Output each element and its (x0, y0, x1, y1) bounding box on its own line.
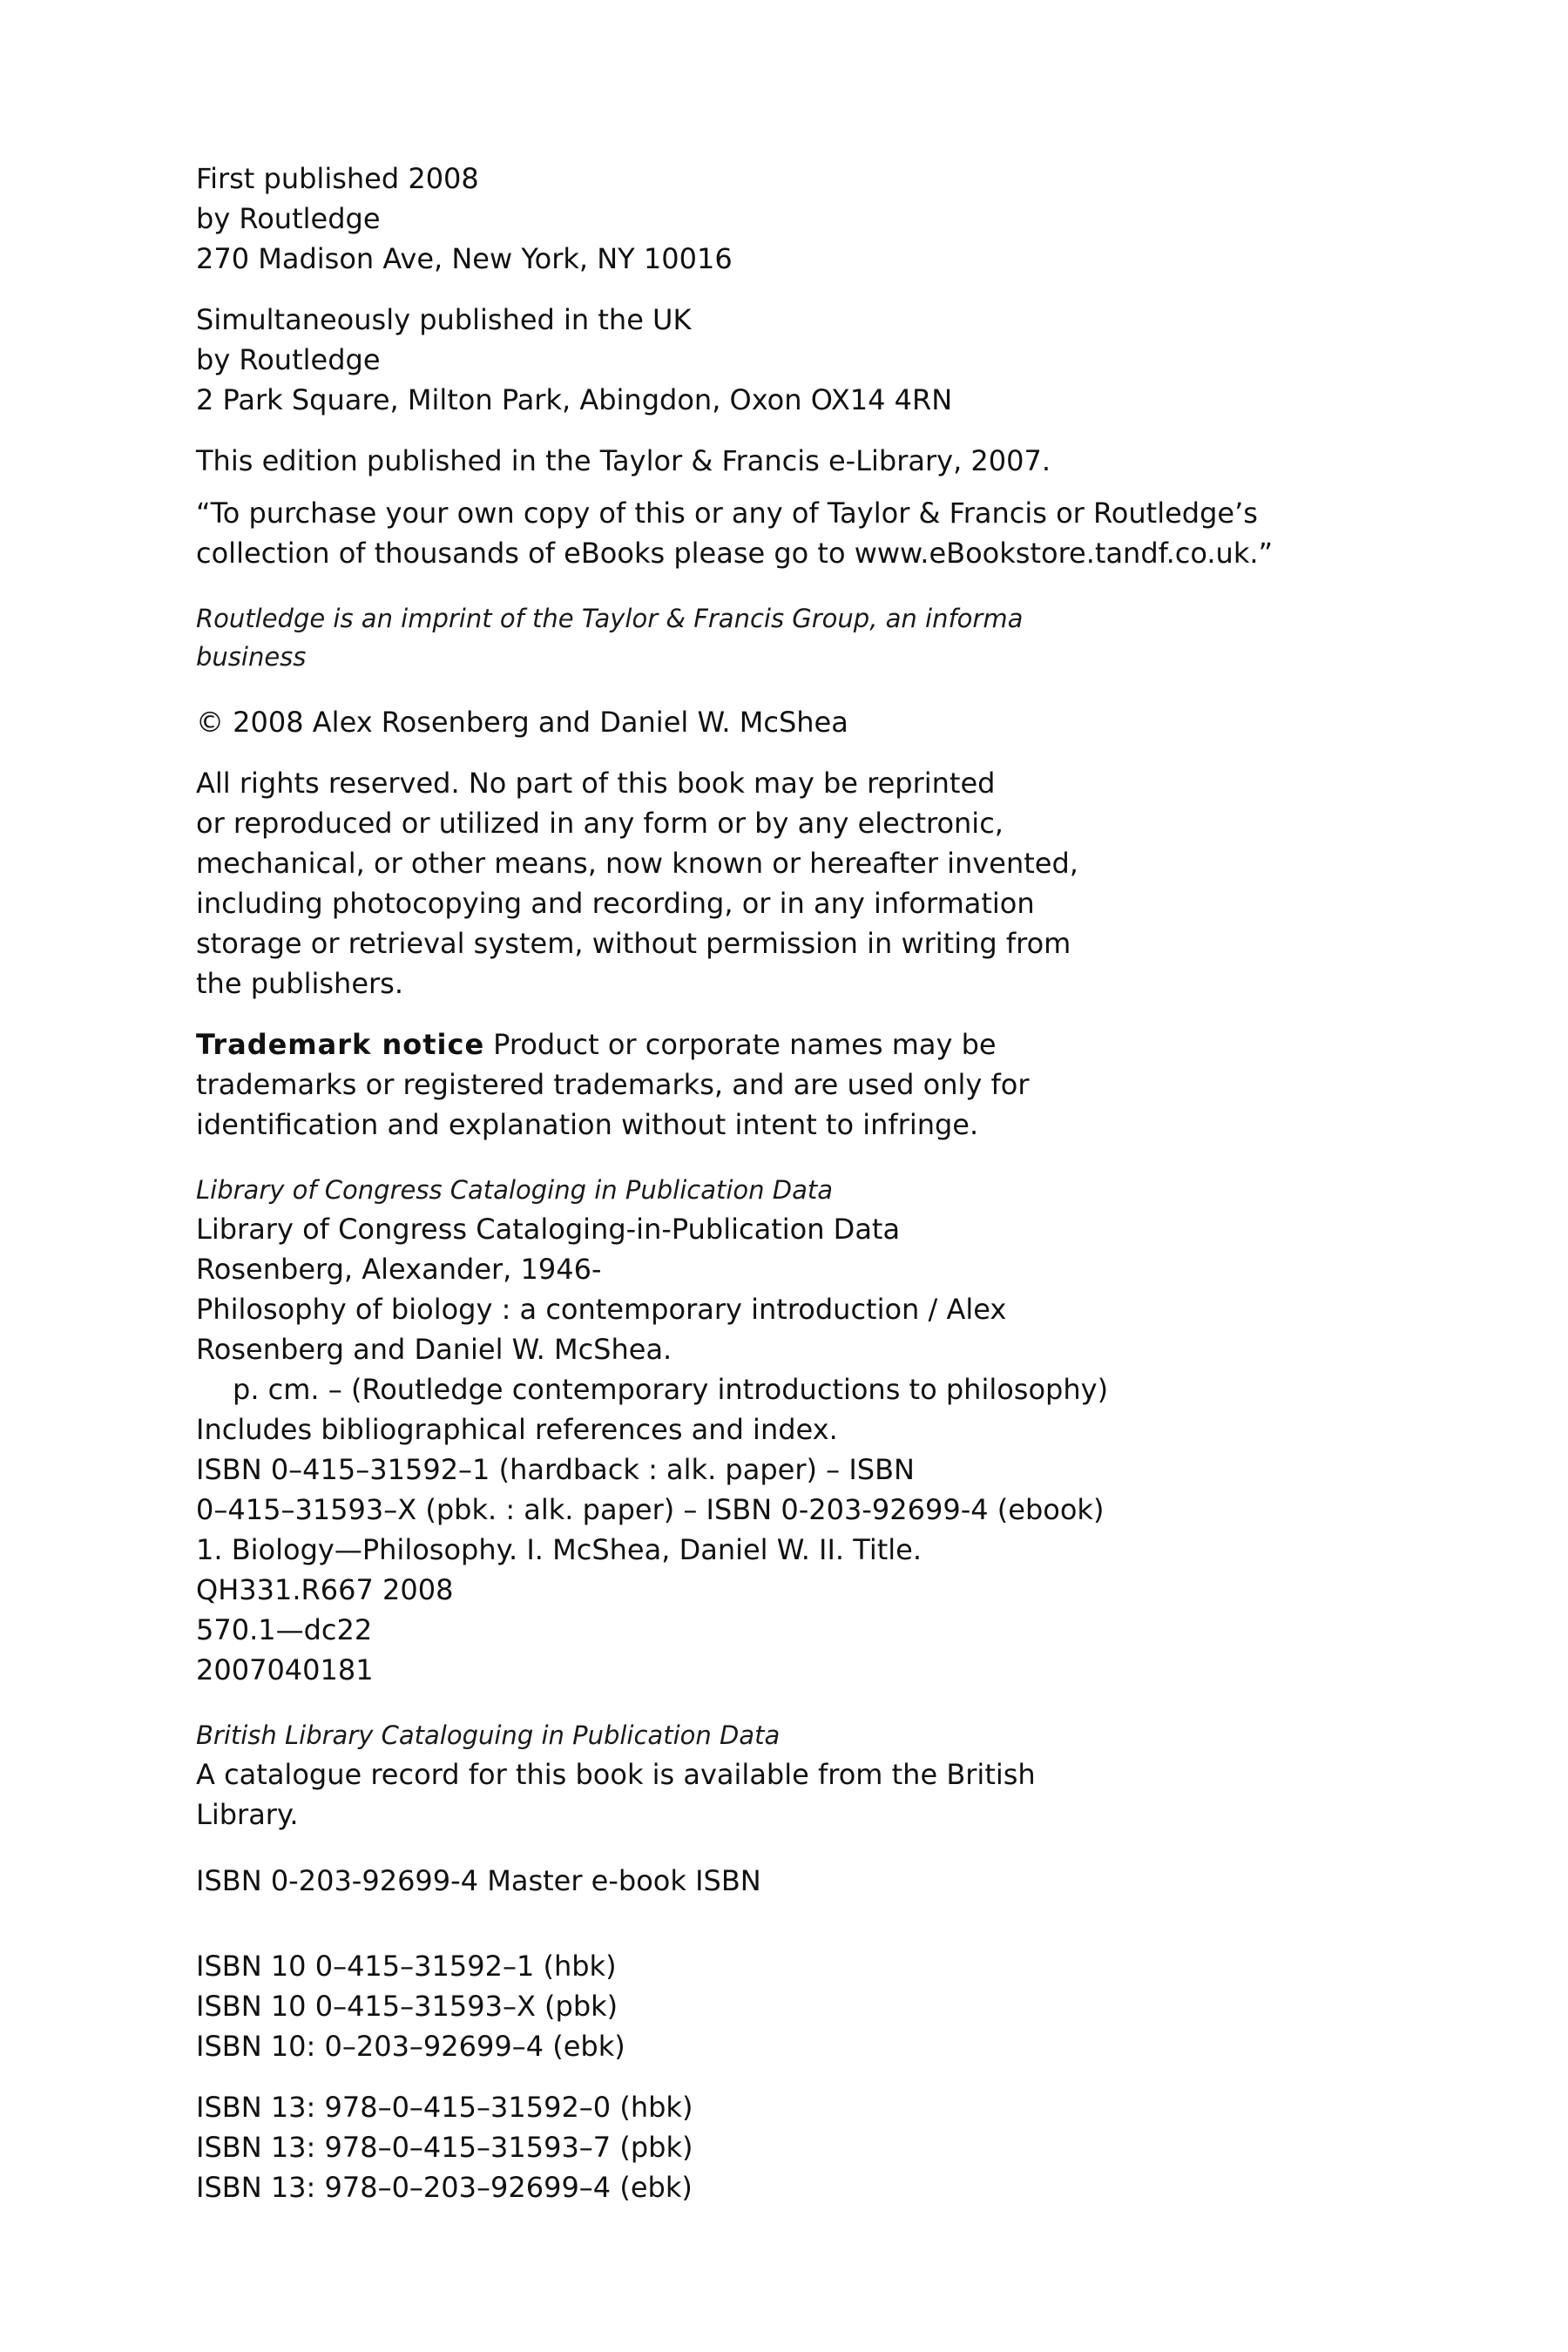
purchase-note (196, 493, 1372, 573)
loc-line: 570.1—dc22 (196, 1613, 373, 1646)
british-library-block (196, 1716, 1372, 1835)
isbn10-block (196, 1946, 1372, 2066)
loc-line: 2007040181 (196, 1653, 374, 1686)
rights-line: the publishers. (196, 967, 404, 1000)
imprint-note-line: business (196, 642, 307, 672)
isbn13-line: ISBN 13: 978–0–203–92699–4 (ebk) (196, 2171, 693, 2204)
uk-publication-block (196, 300, 1372, 420)
loc-line: Rosenberg and Daniel W. McShea. (196, 1333, 672, 1366)
loc-line: ISBN 0–415–31592–1 (hardback : alk. paper) – ISBN (196, 1453, 915, 1486)
british-library-line: A catalogue record for this book is available from the British (196, 1758, 1036, 1791)
trademark-text: Product or corporate names may be (493, 1028, 997, 1061)
publication-block (196, 159, 1372, 279)
edition-note (196, 441, 1372, 481)
purchase-note-line: “To purchase your own copy of this or any of Taylor & Francis or Routledge’s (196, 497, 1258, 530)
rights-line: including photocopying and recording, or in any information (196, 887, 1035, 920)
imprint-note (196, 599, 1372, 676)
rights-line: or reproduced or utilized in any form or by any electronic, (196, 807, 1004, 840)
loc-line: QH331.R667 2008 (196, 1573, 454, 1606)
loc-line: Philosophy of biology : a contemporary introduction / Alex (196, 1293, 1007, 1326)
purchase-note-line: collection of thousands of eBooks please go to www.eBookstore.tandf.co.uk.” (196, 537, 1274, 570)
rights-block (196, 763, 1372, 1004)
loc-heading: Library of Congress Cataloging in Publication Data (196, 1175, 833, 1205)
isbn13-block (196, 2087, 1372, 2207)
trademark-first-line (196, 1024, 1372, 1064)
british-library-line: Library. (196, 1798, 299, 1831)
publication-line: First published 2008 (196, 162, 479, 195)
publication-line: by Routledge (196, 202, 381, 235)
isbn13-line: ISBN 13: 978–0–415–31593–7 (pbk) (196, 2131, 693, 2164)
loc-line: Library of Congress Cataloging-in-Publication Data (196, 1213, 901, 1246)
loc-series-line: p. cm. – (Routledge contemporary introductions to philosophy) (233, 1373, 1109, 1406)
copyright-text: © 2008 Alex Rosenberg and Daniel W. McShea (196, 706, 848, 739)
trademark-block (196, 1024, 1372, 1145)
trademark-line: identification and explanation without intent to infringe. (196, 1108, 979, 1141)
edition-note-text: This edition published in the Taylor & Francis e-Library, 2007. (196, 444, 1051, 477)
uk-publication-line: by Routledge (196, 343, 381, 376)
loc-line: 1. Biology—Philosophy. I. McShea, Daniel W. II. Title. (196, 1533, 923, 1566)
british-library-heading: British Library Cataloguing in Publication Data (196, 1720, 781, 1750)
isbn10-line: ISBN 10: 0–203–92699–4 (ebk) (196, 2030, 625, 2063)
rights-line: mechanical, or other means, now known or hereafter invented, (196, 847, 1078, 880)
page-content (196, 159, 1372, 2207)
isbn13-line: ISBN 13: 978–0–415–31592–0 (hbk) (196, 2091, 693, 2124)
loc-line: 0–415–31593–X (pbk. : alk. paper) – ISBN 0-203-92699-4 (ebook) (196, 1493, 1105, 1526)
master-isbn: ISBN 0-203-92699-4 Master e-book ISBN (196, 1864, 761, 1897)
master-isbn-block (196, 1861, 1372, 1901)
copyright-notice (196, 702, 1372, 742)
trademark-label: Trademark notice (196, 1028, 485, 1061)
loc-line: Includes bibliographical references and index. (196, 1413, 838, 1446)
isbn10-line: ISBN 10 0–415–31593–X (pbk) (196, 1990, 618, 2023)
trademark-line: trademarks or registered trademarks, and are used only for (196, 1068, 1030, 1101)
uk-publication-line: 2 Park Square, Milton Park, Abingdon, Oxon OX14 4RN (196, 383, 953, 416)
imprint-note-line: Routledge is an imprint of the Taylor & Francis Group, an informa (196, 604, 1024, 633)
publication-line: 270 Madison Ave, New York, NY 10016 (196, 242, 733, 275)
rights-line: storage or retrieval system, without permission in writing from (196, 927, 1071, 960)
rights-line: All rights reserved. No part of this book may be reprinted (196, 767, 996, 800)
loc-block (196, 1171, 1372, 1690)
uk-publication-line: Simultaneously published in the UK (196, 303, 692, 336)
loc-line: Rosenberg, Alexander, 1946- (196, 1253, 602, 1286)
isbn10-line: ISBN 10 0–415–31592–1 (hbk) (196, 1950, 617, 1983)
